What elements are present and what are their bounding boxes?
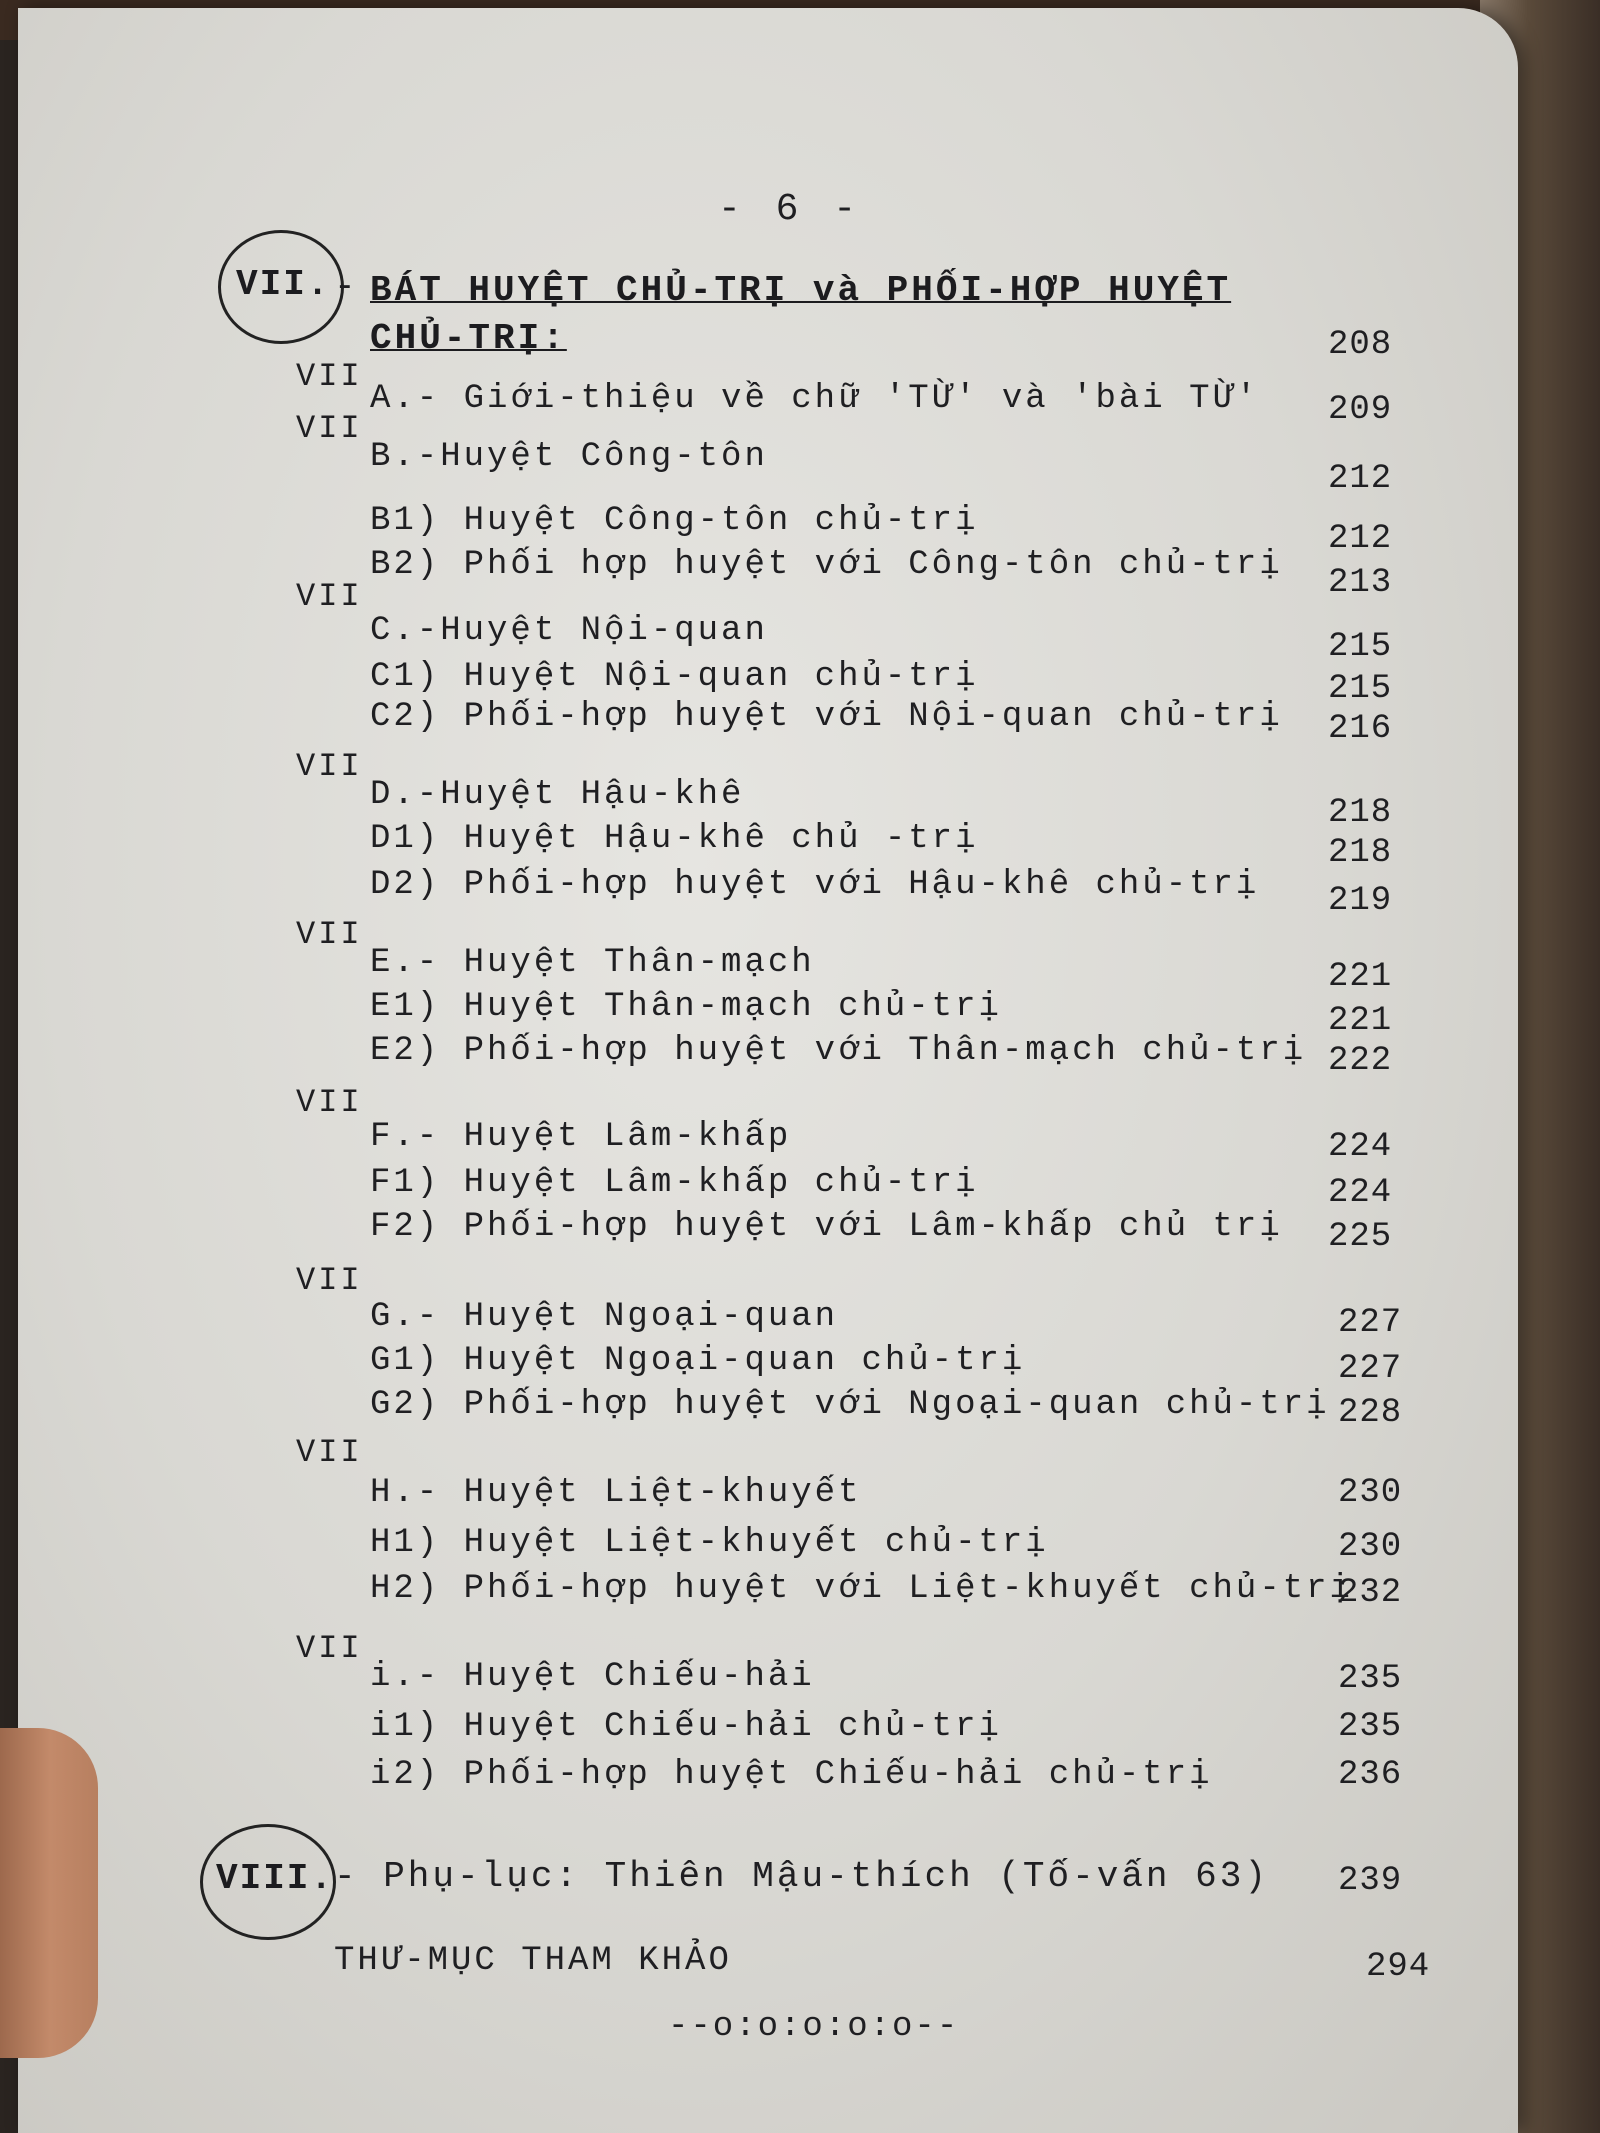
subsection-page: 236: [1338, 1756, 1403, 1794]
subsection-label: C2) Phối-hợp huyệt với Nội-quan chủ-trị: [370, 698, 1283, 736]
subsection-page: 232: [1338, 1574, 1403, 1612]
subsection-page: 222: [1328, 1042, 1393, 1080]
section-prefix: VII: [296, 748, 363, 785]
section-prefix: VII: [296, 358, 363, 395]
subsection-page: 224: [1328, 1174, 1393, 1212]
subsection-label: G1) Huyệt Ngoại-quan chủ-trị: [370, 1342, 1026, 1380]
chapter-vii-dash: -: [334, 266, 359, 307]
section-label: i.- Huyệt Chiếu-hải: [370, 1658, 815, 1696]
subsection-page: 212: [1328, 520, 1393, 558]
subsection-label: F1) Huyệt Lâm-khấp chủ-trị: [370, 1164, 979, 1202]
section-label: C.-Huyệt Nội-quan: [370, 612, 768, 650]
subsection-page: 235: [1338, 1708, 1403, 1746]
subsection-page: 218: [1328, 834, 1393, 872]
section-label: F.- Huyệt Lâm-khấp: [370, 1118, 792, 1156]
section-page: 227: [1338, 1304, 1403, 1342]
section-page: 221: [1328, 958, 1393, 996]
section-prefix: VII: [296, 916, 363, 953]
subsection-page: 230: [1338, 1528, 1403, 1566]
section-page: 235: [1338, 1660, 1403, 1698]
section-prefix: VII: [296, 1262, 363, 1299]
chapter-viii-label: - Phụ-lục: Thiên Mậu-thích (Tố-vấn 63): [334, 1856, 1269, 1897]
chapter-viii-roman: VIII.: [216, 1858, 335, 1899]
section-page: 224: [1328, 1128, 1393, 1166]
section-page: 230: [1338, 1474, 1403, 1512]
subsection-label: i1) Huyệt Chiếu-hải chủ-trị: [370, 1708, 1002, 1746]
subsection-label: C1) Huyệt Nội-quan chủ-trị: [370, 658, 979, 696]
subsection-label: D2) Phối-hợp huyệt với Hậu-khê chủ-trị: [370, 866, 1260, 904]
section-label: A.- Giới-thiệu về chữ 'TỪ' và 'bài TỪ': [370, 380, 1260, 418]
subsection-label: B2) Phối hợp huyệt với Công-tôn chủ-trị: [370, 546, 1283, 584]
end-ornament: --o:o:o:o:o--: [668, 2008, 960, 2046]
subsection-page: 219: [1328, 882, 1393, 920]
subsection-label: i2) Phối-hợp huyệt Chiếu-hải chủ-trị: [370, 1756, 1213, 1794]
section-prefix: VII: [296, 1434, 363, 1471]
subsection-label: H1) Huyệt Liệt-khuyết chủ-trị: [370, 1524, 1049, 1562]
chapter-vii-page: 208: [1328, 326, 1393, 364]
subsection-label: B1) Huyệt Công-tôn chủ-trị: [370, 502, 979, 540]
subsection-page: 221: [1328, 1002, 1393, 1040]
section-page: 209: [1328, 391, 1393, 429]
subsection-page: 215: [1328, 670, 1393, 708]
bibliography-page: 294: [1366, 1948, 1431, 1986]
subsection-page: 228: [1338, 1394, 1403, 1432]
thumb: [0, 1728, 98, 2058]
subsection-label: F2) Phối-hợp huyệt với Lâm-khấp chủ trị: [370, 1208, 1283, 1246]
section-prefix: VII: [296, 1084, 363, 1121]
section-label: H.- Huyệt Liệt-khuyết: [370, 1474, 862, 1512]
chapter-vii-roman: VII.: [236, 264, 331, 305]
subsection-page: 225: [1328, 1218, 1393, 1256]
section-page: 218: [1328, 794, 1393, 832]
subsection-page: 213: [1328, 564, 1393, 602]
section-prefix: VII: [296, 1630, 363, 1667]
section-prefix: VII: [296, 578, 363, 615]
section-page: 212: [1328, 460, 1393, 498]
subsection-label: E2) Phối-hợp huyệt với Thân-mạch chủ-trị: [370, 1032, 1307, 1070]
subsection-label: E1) Huyệt Thân-mạch chủ-trị: [370, 988, 1002, 1026]
section-label: D.-Huyệt Hậu-khê: [370, 776, 745, 814]
section-page: 215: [1328, 628, 1393, 666]
bibliography-label: THƯ-MỤC THAM KHẢO: [334, 1942, 732, 1980]
chapter-vii-title-line1: BÁT HUYỆT CHỦ-TRỊ và PHỐI-HỢP HUYỆT: [370, 270, 1232, 311]
section-label: B.-Huyệt Công-tôn: [370, 438, 768, 476]
document-page: [18, 8, 1518, 2133]
chapter-viii-page: 239: [1338, 1862, 1403, 1900]
section-label: G.- Huyệt Ngoại-quan: [370, 1298, 839, 1336]
subsection-label: D1) Huyệt Hậu-khê chủ -trị: [370, 820, 979, 858]
chapter-vii-title-line2: CHỦ-TRỊ:: [370, 318, 567, 359]
section-prefix: VII: [296, 410, 363, 447]
subsection-label: G2) Phối-hợp huyệt với Ngoại-quan chủ-trị: [370, 1386, 1330, 1424]
page-number: - 6 -: [718, 188, 863, 231]
subsection-label: H2) Phối-hợp huyệt với Liệt-khuyết chủ-trị: [370, 1570, 1353, 1608]
section-label: E.- Huyệt Thân-mạch: [370, 944, 815, 982]
subsection-page: 216: [1328, 710, 1393, 748]
subsection-page: 227: [1338, 1350, 1403, 1388]
